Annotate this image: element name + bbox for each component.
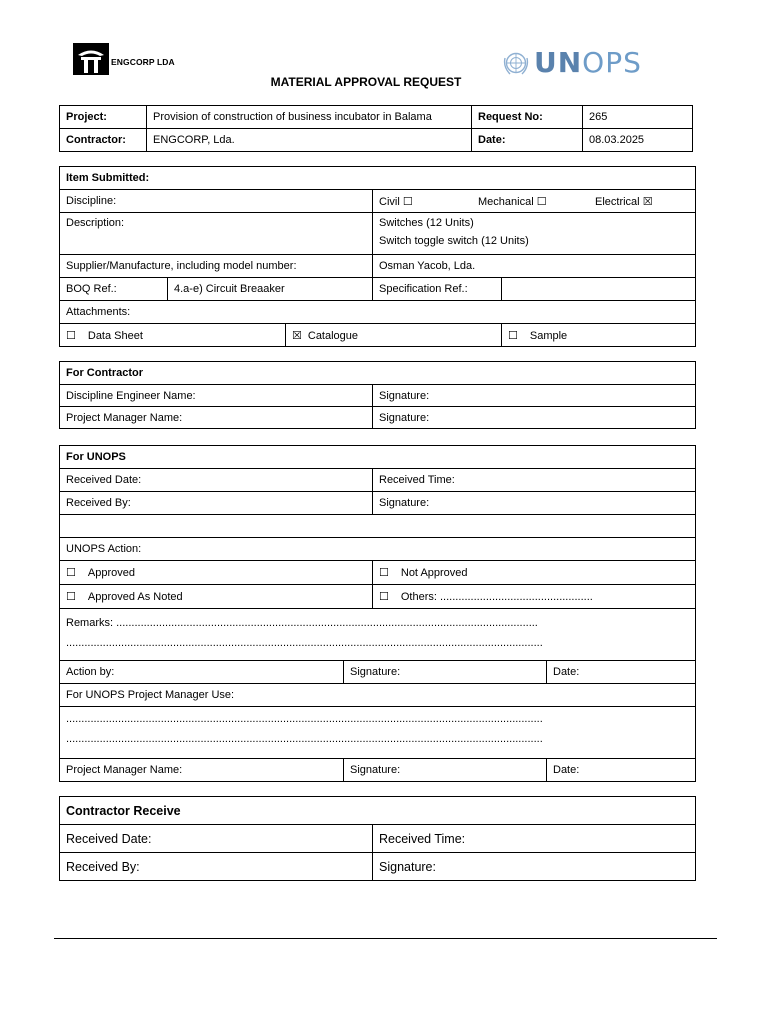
attachment-catalogue[interactable]: ☒ Catalogue: [286, 324, 502, 347]
engcorp-logo: [73, 43, 175, 75]
page-title: MATERIAL APPROVAL REQUEST: [270, 75, 462, 89]
supplier-value[interactable]: Osman Yacob, Lda.: [373, 255, 696, 278]
project-manager-signature[interactable]: Signature:: [373, 407, 696, 429]
remarks-line-1: Remarks: ..........................................................................................................................................: [66, 617, 538, 629]
sample-checkbox[interactable]: ☐: [508, 328, 518, 342]
pm-use-line-2: ............................................................................................................................................................: [66, 733, 543, 745]
action-approved[interactable]: ☐ Approved: [60, 561, 373, 585]
action-by-field[interactable]: Action by:: [60, 661, 344, 684]
unops-received-signature[interactable]: Signature:: [373, 492, 696, 515]
contractor-received-by[interactable]: Received By:: [60, 853, 373, 881]
electrical-checkbox[interactable]: ☒: [642, 194, 653, 208]
pm-use-line-1: ............................................................................................................................................................: [66, 713, 543, 725]
footer-divider: [54, 938, 717, 939]
unops-received-by[interactable]: Received By:: [60, 492, 373, 515]
approved-checkbox[interactable]: ☐: [66, 566, 76, 579]
description-line-1: Switches (12 Units): [379, 217, 474, 229]
pm-use-field[interactable]: [60, 707, 696, 759]
request-no-value[interactable]: 265: [583, 106, 693, 129]
spec-label: Specification Ref.:: [373, 278, 502, 301]
data-sheet-checkbox[interactable]: ☐: [66, 328, 76, 342]
unops-logo: [502, 46, 642, 79]
approved-as-noted-checkbox[interactable]: ☐: [66, 590, 76, 603]
date-label: Date:: [472, 129, 583, 152]
project-manager-name[interactable]: Project Manager Name:: [60, 407, 373, 429]
for-contractor-heading: For Contractor: [60, 362, 696, 385]
civil-checkbox[interactable]: ☐: [402, 194, 413, 208]
item-submitted-heading: Item Submitted:: [60, 167, 696, 190]
action-by-date[interactable]: Date:: [547, 661, 696, 684]
blank-row: [60, 515, 696, 538]
for-contractor-table: [59, 361, 696, 429]
pm-use-label: For UNOPS Project Manager Use:: [60, 684, 696, 707]
engcorp-logo-icon: [73, 43, 109, 75]
discipline-options: [373, 190, 696, 213]
discipline-mechanical-option[interactable]: Mechanical ☐: [478, 194, 547, 208]
attachments-label: Attachments:: [60, 301, 696, 324]
others-checkbox[interactable]: ☐: [379, 590, 389, 603]
action-others[interactable]: ☐ Others: ..................................................: [373, 585, 696, 609]
action-by-signature[interactable]: Signature:: [344, 661, 547, 684]
for-unops-table: [59, 445, 696, 782]
remarks-field[interactable]: [60, 609, 696, 661]
spec-value[interactable]: [502, 278, 696, 301]
unops-pm-name[interactable]: Project Manager Name:: [60, 759, 344, 782]
project-info-table: [59, 105, 693, 152]
date-value[interactable]: 08.03.2025: [583, 129, 693, 152]
boq-label: BOQ Ref.:: [60, 278, 168, 301]
attachment-data-sheet[interactable]: ☐ Data Sheet: [60, 324, 286, 347]
discipline-label: Discipline:: [60, 190, 373, 213]
contractor-value[interactable]: ENGCORP, Lda.: [147, 129, 472, 152]
unops-received-date[interactable]: Received Date:: [60, 469, 373, 492]
contractor-label: Contractor:: [60, 129, 147, 152]
remarks-line-2: ............................................................................................................................................................: [66, 637, 543, 649]
request-no-label: Request No:: [472, 106, 583, 129]
description-value[interactable]: [373, 213, 696, 255]
item-submitted-table: [59, 166, 696, 347]
unops-pm-signature[interactable]: Signature:: [344, 759, 547, 782]
discipline-electrical-option[interactable]: Electrical ☒: [595, 194, 653, 208]
mechanical-checkbox[interactable]: ☐: [536, 194, 547, 208]
for-unops-heading: For UNOPS: [60, 446, 696, 469]
not-approved-checkbox[interactable]: ☐: [379, 566, 389, 579]
un-emblem-icon: [502, 49, 530, 77]
unops-received-time[interactable]: Received Time:: [373, 469, 696, 492]
contractor-receive-table: [59, 796, 696, 881]
discipline-engineer-signature[interactable]: Signature:: [373, 385, 696, 407]
discipline-engineer-name[interactable]: Discipline Engineer Name:: [60, 385, 373, 407]
contractor-received-signature[interactable]: Signature:: [373, 853, 696, 881]
description-label: Description:: [60, 213, 373, 255]
action-approved-as-noted[interactable]: ☐ Approved As Noted: [60, 585, 373, 609]
discipline-civil-option[interactable]: Civil ☐: [379, 194, 413, 208]
contractor-received-time[interactable]: Received Time:: [373, 825, 696, 853]
unops-pm-date[interactable]: Date:: [547, 759, 696, 782]
boq-value[interactable]: 4.a-e) Circuit Breaaker: [168, 278, 373, 301]
contractor-receive-heading: Contractor Receive: [60, 797, 696, 825]
action-not-approved[interactable]: ☐ Not Approved: [373, 561, 696, 585]
attachment-sample[interactable]: ☐ Sample: [502, 324, 696, 347]
contractor-received-date[interactable]: Received Date:: [60, 825, 373, 853]
description-line-2: Switch toggle switch (12 Units): [379, 235, 529, 247]
catalogue-checkbox[interactable]: ☒: [292, 328, 302, 342]
unops-wordmark: UNOPS: [534, 46, 642, 79]
unops-action-label: UNOPS Action:: [60, 538, 696, 561]
company-name: ENGCORP LDA: [111, 57, 175, 67]
project-label: Project:: [60, 106, 147, 129]
project-value[interactable]: Provision of construction of business incubator in Balama: [147, 106, 472, 129]
supplier-label: Supplier/Manufacture, including model number:: [60, 255, 373, 278]
